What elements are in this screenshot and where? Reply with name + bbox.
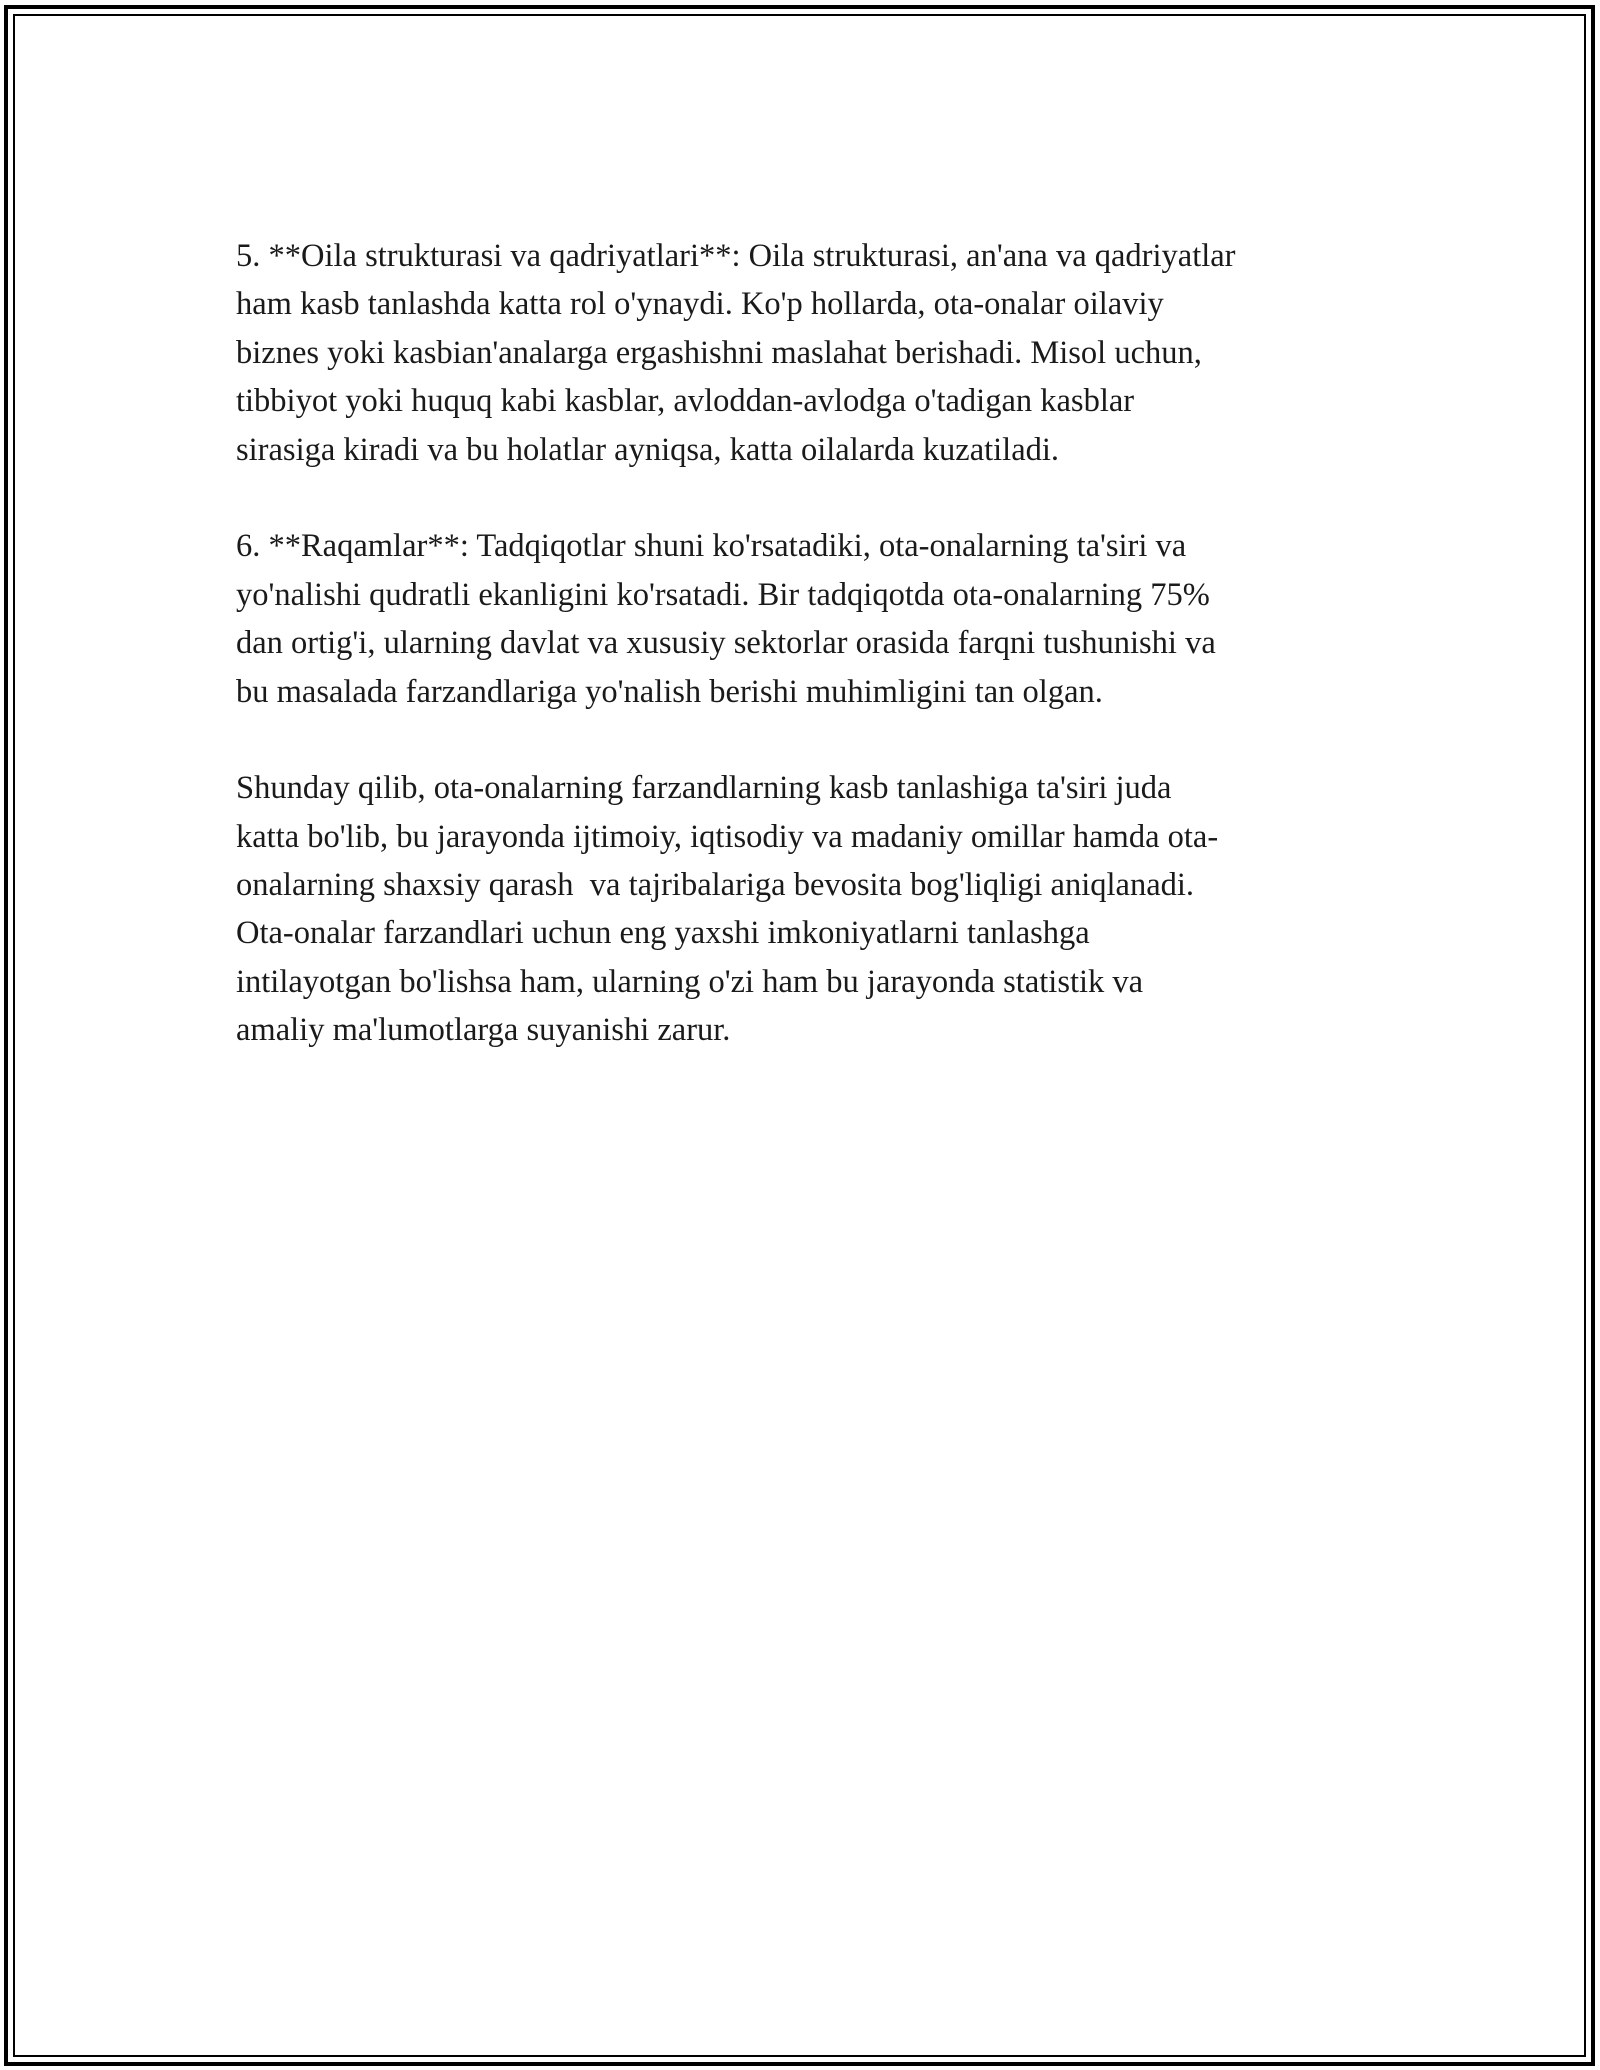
text-line: Shunday qilib, ota-onalarning farzandlarning kasb tanlashiga ta'siri juda <box>236 770 1172 807</box>
text-line: biznes yoki kasbian'analarga ergashishni maslahat berishadi. Misol uchun, <box>236 334 1202 371</box>
text-line: yo'nalishi qudratli ekanligini ko'rsatadi. Bir tadqiqotda ota-onalarning 75% <box>236 576 1210 613</box>
document-body <box>236 232 1416 1103</box>
text-line: katta bo'lib, bu jarayonda ijtimoiy, iqtisodiy va madaniy omillar hamda ota- <box>236 818 1219 855</box>
text-line: amaliy ma'lumotlarga suyanishi zarur. <box>236 1012 731 1049</box>
text-line: bu masalada farzandlariga yo'nalish berishi muhimligini tan olgan. <box>236 673 1103 710</box>
text-line: ham kasb tanlashda katta rol o'ynaydi. Ko'p hollarda, ota-onalar oilaviy <box>236 286 1164 323</box>
paragraph-numbers <box>236 522 1416 716</box>
text-line: tibbiyot yoki huquq kabi kasblar, avloddan-avlodga o'tadigan kasblar <box>236 383 1135 420</box>
paragraph-family-structure <box>236 232 1416 474</box>
text-line: sirasiga kiradi va bu holatlar ayniqsa, katta oilalarda kuzatiladi. <box>236 431 1060 468</box>
text-line: dan ortig'i, ularning davlat va xususiy sektorlar orasida farqni tushunishi va <box>236 625 1216 662</box>
text-line: intilayotgan bo'lishsa ham, ularning o'zi ham bu jarayonda statistik va <box>236 963 1144 1000</box>
paragraph-conclusion <box>236 764 1416 1054</box>
text-line: 6. **Raqamlar**: Tadqiqotlar shuni ko'rsatadiki, ota-onalarning ta'siri va <box>236 528 1187 565</box>
text-line: 5. **Oila strukturasi va qadriyatlari**: Oila strukturasi, an'ana va qadriyatlar <box>236 238 1236 274</box>
text-line: onalarning shaxsiy qarash va tajribalariga bevosita bog'liqligi aniqlanadi. <box>236 867 1195 904</box>
text-line: Ota-onalar farzandlari uchun eng yaxshi imkoniyatlarni tanlashga <box>236 915 1090 952</box>
